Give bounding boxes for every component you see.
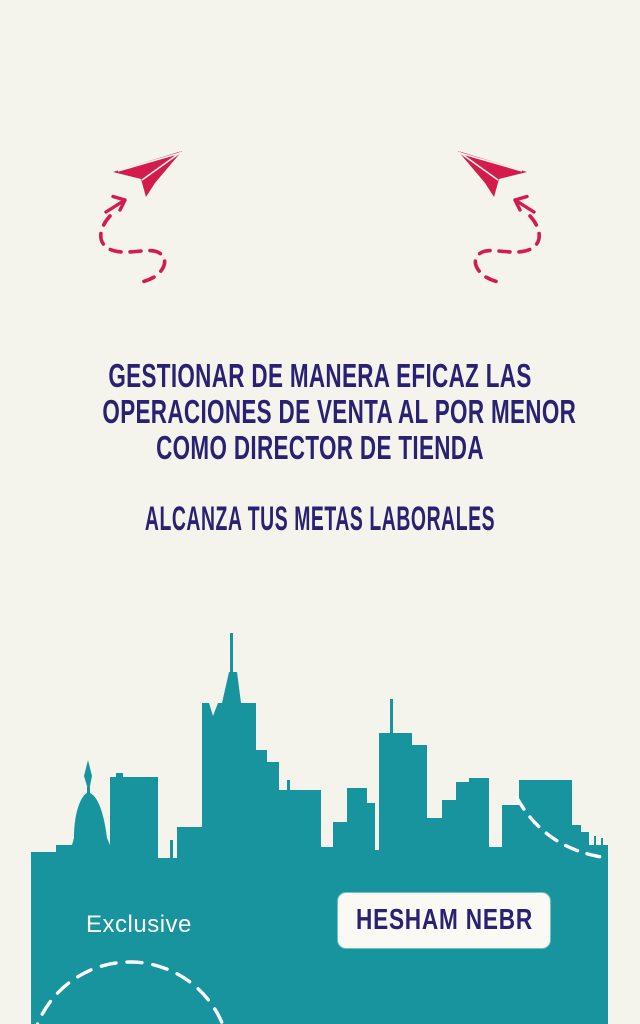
top-decor: [0, 130, 640, 300]
cover-subtitle: ALCANZA TUS METAS LABORALES: [144, 500, 496, 538]
paper-plane-right-icon: [458, 151, 539, 282]
exclusive-label: Exclusive: [86, 911, 192, 938]
title-line-1: GESTIONAR DE MANERA EFICAZ LAS: [108, 357, 532, 394]
trail-arrowhead-icon: [106, 197, 125, 213]
author-name: HESHAM NEBR: [355, 904, 533, 936]
city-skyline-silhouette-icon: [0, 624, 640, 1024]
cover-title: [0, 358, 640, 466]
dashed-swirl-trail-icon: [101, 216, 165, 282]
title-line-3: COMO DIRECTOR DE TIENDA: [156, 429, 484, 466]
dashed-swirl-trail-icon: [475, 216, 539, 282]
author-name-badge: [338, 893, 550, 948]
title-line-2: OPERACIONES DE VENTA AL POR MENOR: [102, 393, 577, 430]
trail-arrowhead-icon: [515, 197, 534, 213]
paper-plane-left-icon: [101, 151, 182, 282]
